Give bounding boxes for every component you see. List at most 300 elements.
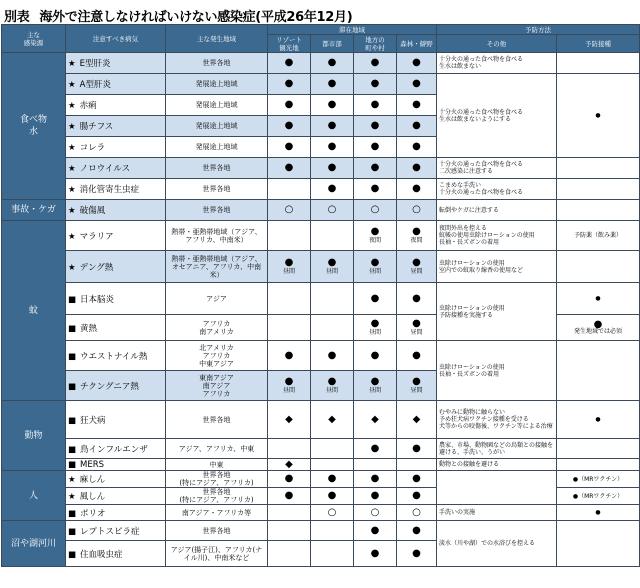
risk-mark: ◆ <box>285 413 293 425</box>
stay-city-cell <box>311 200 354 221</box>
risk-mark: ● <box>284 99 294 110</box>
stay-resort-cell <box>268 315 311 341</box>
region-cell: 世界各地 <box>166 53 268 74</box>
table-row <box>2 521 640 541</box>
risk-mark: ◆ <box>285 458 293 470</box>
disease-cell <box>66 200 166 221</box>
disease-mark: ■ <box>68 294 77 305</box>
stay-forest-cell <box>397 505 437 521</box>
time-label: 昼間 <box>325 387 338 394</box>
stay-rural-cell <box>354 200 397 221</box>
stay-resort-cell <box>268 283 311 315</box>
disease-name: MERS <box>80 459 105 470</box>
disease-cell <box>66 158 166 179</box>
risk-mark: ◆ <box>371 413 379 425</box>
stay-city-cell <box>311 74 354 95</box>
risk-mark: ● <box>412 524 421 536</box>
risk-mark: ● <box>412 78 421 89</box>
header-stay-forest: 森林・僻野 <box>397 35 437 53</box>
stay-forest-cell <box>397 401 437 439</box>
disease-name: レプトスピラ症 <box>80 526 140 537</box>
prevention-other-cell: 農家、市場、動物園などの鳥類との接触を避ける、手洗い、うがい <box>437 439 557 459</box>
stay-resort-cell <box>268 371 311 401</box>
risk-mark: ● <box>412 292 421 304</box>
stay-city-cell <box>311 53 354 74</box>
table-row <box>2 459 640 471</box>
stay-rural-cell <box>354 74 397 95</box>
risk-mark: ● <box>327 99 337 110</box>
disease-mark: ■ <box>68 549 77 560</box>
region-cell: アジア(揚子江)、アフリカ(ナイル川)、中南米など <box>166 541 268 567</box>
risk-mark: ● <box>284 473 294 484</box>
table-row <box>2 341 640 371</box>
region-cell: 中東 <box>166 459 268 471</box>
disease-mark: ■ <box>68 444 77 455</box>
risk-mark: ● <box>412 442 421 454</box>
risk-mark: ○ <box>412 204 421 215</box>
disease-mark: ■ <box>68 323 77 334</box>
prevention-other-cell: 十分火の通った食べ物を食べる 生水は飲まないようにする <box>437 74 557 158</box>
vaccine-note: 発生地域では必須 <box>573 327 622 335</box>
stay-resort-cell <box>268 471 311 488</box>
risk-mark: ● <box>412 318 421 329</box>
stay-city-cell <box>311 521 354 541</box>
disease-mark: ■ <box>68 351 77 362</box>
risk-mark: ● <box>412 183 421 194</box>
disease-mark: ★ <box>68 206 76 216</box>
stay-city-cell <box>311 541 354 567</box>
risk-mark: ◆ <box>328 413 336 425</box>
risk-mark: ● <box>327 57 337 68</box>
risk-mark: ● <box>327 376 337 387</box>
vaccine-cell <box>557 53 640 74</box>
vaccine-cell <box>557 521 640 567</box>
disease-name: 腸チフス <box>79 122 114 132</box>
disease-cell <box>66 439 166 459</box>
vaccine-cell <box>557 158 640 179</box>
prevention-other-cell: 虫除けローションの使用 室内での蚊取り線香の使用など <box>437 251 557 283</box>
disease-name: コレラ <box>79 143 106 153</box>
disease-mark: ■ <box>68 415 77 426</box>
risk-mark: ● <box>412 99 421 110</box>
region-cell: 東南アジア 南アジア アフリカ <box>166 371 268 401</box>
disease-name: 破傷風 <box>79 206 106 216</box>
header-source: 主な 感染源 <box>2 25 66 53</box>
stay-rural-cell <box>354 221 397 251</box>
vaccine-cell <box>557 341 640 401</box>
stay-city-cell <box>311 158 354 179</box>
region-cell: 発展途上地域 <box>166 74 268 95</box>
stay-forest-cell <box>397 488 437 505</box>
time-label: 昼間 <box>282 268 295 275</box>
source-injury: 事故・ケガ <box>2 200 66 221</box>
stay-rural-cell <box>354 371 397 401</box>
table-row <box>2 221 640 251</box>
stay-forest-cell <box>397 371 437 401</box>
disease-mark: ★ <box>68 122 76 132</box>
disease-cell <box>66 371 166 401</box>
prevention-other-cell: 十分火の通った食べ物を食べる 二次感染に注意する <box>437 158 557 179</box>
risk-mark: ● <box>412 349 421 361</box>
disease-mark: ★ <box>68 59 76 69</box>
risk-mark: ● <box>370 490 380 501</box>
header-disease: 注意すべき病気 <box>66 25 166 53</box>
stay-city-cell <box>311 283 354 315</box>
risk-mark: ● <box>370 99 380 110</box>
stay-resort-cell <box>268 459 311 471</box>
stay-forest-cell <box>397 315 437 341</box>
prevention-other-cell: 十分火の通った食べ物を食べる 生水は飲まない <box>437 53 557 74</box>
table-row <box>2 74 640 95</box>
stay-rural-cell <box>354 53 397 74</box>
risk-mark: ● <box>284 349 294 361</box>
stay-rural-cell <box>354 283 397 315</box>
risk-mark: ● <box>412 120 421 131</box>
disease-cell <box>66 179 166 200</box>
disease-cell <box>66 251 166 283</box>
header-stay-resort: リゾート 観光地 <box>268 35 311 53</box>
disease-cell <box>66 488 166 505</box>
risk-mark: ◆ <box>412 413 421 425</box>
stay-resort-cell <box>268 341 311 371</box>
region-cell: 世界各地 <box>166 401 268 439</box>
risk-mark: ● <box>284 120 294 131</box>
vaccine-cell <box>557 251 640 283</box>
disease-name: 消化管寄生虫症 <box>79 185 140 195</box>
prevention-other-cell: 夜間外出を控える 蚊帳の使用虫除けローションの使用 長袖・長ズボンの着用 <box>437 221 557 251</box>
stay-rural-cell <box>354 179 397 200</box>
disease-cell <box>66 505 166 521</box>
time-label: 昼間 <box>282 387 295 394</box>
header-region: 主な発生地域 <box>166 25 268 53</box>
prevention-other-cell: 虫除けローションの使用 予防接種を実施する <box>437 283 557 341</box>
stay-resort-cell <box>268 521 311 541</box>
source-mosquito: 蚊 <box>2 221 66 401</box>
stay-rural-cell <box>354 541 397 567</box>
table-row <box>2 200 640 221</box>
stay-forest-cell <box>397 459 437 471</box>
risk-mark: ● <box>412 547 421 559</box>
risk-mark: ● <box>284 376 294 387</box>
stay-resort-cell <box>268 251 311 283</box>
risk-mark: ● <box>370 442 380 454</box>
prevention-other-cell: むやみに動物に触らない 予め狂犬病ワクチン接種を受ける 犬等からの咬傷後、ワクチン等による治療 <box>437 401 557 439</box>
table-row <box>2 505 640 521</box>
risk-mark: ○ <box>370 506 380 518</box>
disease-cell <box>66 221 166 251</box>
stay-city-cell <box>311 95 354 116</box>
header-stay-city: 都市部 <box>311 35 354 53</box>
stay-forest-cell <box>397 221 437 251</box>
region-cell: アジア、アフリカ、中東 <box>166 439 268 459</box>
risk-mark: ● <box>370 183 380 194</box>
stay-resort-cell <box>268 401 311 439</box>
time-label: 昼間 <box>368 387 381 394</box>
risk-mark: ○ <box>327 506 337 518</box>
risk-mark: ● <box>370 141 380 152</box>
time-label: 昼間 <box>410 268 423 275</box>
risk-mark: ○ <box>412 506 421 518</box>
disease-mark: ★ <box>68 164 76 174</box>
risk-mark: ● <box>284 78 294 89</box>
risk-mark: ● <box>412 473 421 484</box>
risk-mark: ● <box>370 376 380 387</box>
stay-rural-cell <box>354 521 397 541</box>
risk-mark: ● <box>370 57 380 68</box>
stay-forest-cell <box>397 179 437 200</box>
disease-mark: ★ <box>68 262 76 273</box>
vaccine-cell: ●（MRワクチン） <box>557 488 640 505</box>
stay-city-cell <box>311 401 354 439</box>
risk-mark: ● <box>284 257 294 268</box>
stay-city-cell <box>311 505 354 521</box>
disease-mark: ★ <box>68 143 76 153</box>
vaccine-cell <box>557 315 640 341</box>
stay-resort-cell <box>268 221 311 251</box>
risk-mark: ● <box>370 162 380 173</box>
stay-forest-cell <box>397 521 437 541</box>
stay-forest-cell <box>397 200 437 221</box>
stay-city-cell <box>311 315 354 341</box>
risk-mark: ● <box>370 120 380 131</box>
region-cell: 世界各地 <box>166 200 268 221</box>
risk-mark: ● <box>370 292 380 304</box>
source-water: 沼や湖河川 <box>2 521 66 567</box>
table-row <box>2 251 640 283</box>
stay-forest-cell <box>397 439 437 459</box>
time-label: 昼間 <box>368 268 381 275</box>
stay-city-cell <box>311 341 354 371</box>
risk-mark: ● <box>327 162 337 173</box>
region-cell: 熱帯・亜熱帯地域（アジア、オセアニア、アフリカ、中南米） <box>166 251 268 283</box>
stay-city-cell <box>311 371 354 401</box>
table-row <box>2 401 640 439</box>
stay-resort-cell <box>268 137 311 158</box>
stay-city-cell <box>311 116 354 137</box>
disease-mark: ■ <box>68 526 77 537</box>
risk-mark: ● <box>412 141 421 152</box>
header-prevention: 予防方法 <box>437 25 640 35</box>
stay-rural-cell <box>354 341 397 371</box>
region-cell: 発展途上地域 <box>166 137 268 158</box>
prevention-other-cell: 動物との接触を避ける <box>437 459 557 471</box>
time-label: 昼間 <box>325 268 338 275</box>
disease-mark: ■ <box>68 381 77 392</box>
stay-city-cell <box>311 439 354 459</box>
stay-resort-cell <box>268 53 311 74</box>
disease-cell <box>66 471 166 488</box>
disease-cell <box>66 341 166 371</box>
disease-name: E型肝炎 <box>79 59 111 69</box>
header-stay-rural: 地方の 町や村 <box>354 35 397 53</box>
stay-rural-cell <box>354 116 397 137</box>
disease-name: 麻しん <box>79 475 106 485</box>
risk-mark: ○ <box>370 204 380 215</box>
region-cell: 北アメリカ アフリカ 中東アジア <box>166 341 268 371</box>
risk-mark: ● <box>370 473 380 484</box>
region-cell: 世界各地 (特にアジア、アフリカ) <box>166 488 268 505</box>
stay-rural-cell <box>354 158 397 179</box>
stay-city-cell <box>311 471 354 488</box>
disease-cell <box>66 116 166 137</box>
risk-mark: ● <box>327 141 337 152</box>
disease-cell <box>66 401 166 439</box>
disease-mark: ★ <box>68 492 76 502</box>
disease-name: 風しん <box>79 492 106 502</box>
risk-mark: ○ <box>327 204 337 215</box>
region-cell: 世界各地 (特にアジア、アフリカ) <box>166 471 268 488</box>
title-label: 別表 <box>4 10 30 25</box>
disease-name: マラリア <box>79 231 114 242</box>
region-cell: 世界各地 <box>166 521 268 541</box>
stay-city-cell <box>311 137 354 158</box>
disease-name: 住血吸虫症 <box>80 549 123 560</box>
risk-mark: ● <box>327 183 337 194</box>
disease-cell <box>66 541 166 567</box>
region-cell: 発展途上地域 <box>166 95 268 116</box>
stay-rural-cell <box>354 439 397 459</box>
region-cell: 世界各地 <box>166 158 268 179</box>
disease-name: ノロウイルス <box>79 164 131 174</box>
stay-forest-cell <box>397 137 437 158</box>
stay-forest-cell <box>397 251 437 283</box>
stay-city-cell <box>311 179 354 200</box>
prevention-other-cell: 転倒やケガに注意する <box>437 200 557 221</box>
disease-name: 赤痢 <box>79 101 97 111</box>
stay-rural-cell <box>354 459 397 471</box>
table-row <box>2 439 640 459</box>
risk-mark: ● <box>327 473 337 484</box>
vaccine-cell: ● <box>557 505 640 521</box>
vaccine-mark: ● <box>593 318 603 330</box>
risk-mark: ● <box>370 318 380 329</box>
disease-cell <box>66 521 166 541</box>
risk-mark: ● <box>327 257 337 268</box>
stay-forest-cell <box>397 53 437 74</box>
stay-resort-cell <box>268 116 311 137</box>
table-row <box>2 283 640 315</box>
stay-city-cell <box>311 221 354 251</box>
page-title <box>4 6 352 25</box>
stay-rural-cell <box>354 137 397 158</box>
stay-resort-cell <box>268 439 311 459</box>
disease-name: 黄熱 <box>80 323 98 334</box>
source-human: 人 <box>2 471 66 521</box>
risk-mark: ● <box>327 349 337 361</box>
risk-mark: ● <box>412 257 421 268</box>
time-label: 夜間 <box>368 237 381 244</box>
stay-forest-cell <box>397 116 437 137</box>
disease-name: チクングニア熱 <box>80 381 139 392</box>
vaccine-cell: ●（MRワクチン） <box>557 471 640 488</box>
stay-forest-cell <box>397 471 437 488</box>
stay-rural-cell <box>354 95 397 116</box>
infection-table <box>1 24 640 567</box>
region-cell: 発展途上地域 <box>166 116 268 137</box>
disease-name: ポリオ <box>80 508 106 519</box>
vaccine-cell: ● <box>557 401 640 439</box>
risk-mark: ● <box>370 78 380 89</box>
stay-rural-cell <box>354 401 397 439</box>
stay-rural-cell <box>354 471 397 488</box>
disease-mark: ★ <box>68 185 76 195</box>
prevention-other-cell: 手洗いの実施 <box>437 505 557 521</box>
disease-mark: ■ <box>68 508 77 519</box>
stay-resort-cell <box>268 488 311 505</box>
stay-resort-cell <box>268 505 311 521</box>
vaccine-cell <box>557 179 640 200</box>
table-row <box>2 53 640 74</box>
disease-name: 鳥インフルエンザ <box>80 444 148 455</box>
stay-resort-cell <box>268 158 311 179</box>
disease-cell <box>66 95 166 116</box>
stay-forest-cell <box>397 541 437 567</box>
header-stay: 滞在地域 <box>268 25 437 35</box>
risk-mark: ● <box>327 490 337 501</box>
risk-mark: ● <box>284 162 294 173</box>
stay-forest-cell <box>397 341 437 371</box>
vaccine-cell: ● <box>557 283 640 315</box>
prevention-other-cell <box>437 471 557 505</box>
disease-cell <box>66 53 166 74</box>
stay-resort-cell <box>268 95 311 116</box>
risk-mark: ● <box>370 524 380 536</box>
stay-forest-cell <box>397 283 437 315</box>
region-cell: 南アジア・アフリカ等 <box>166 505 268 521</box>
region-cell: アフリカ 南アメリカ <box>166 315 268 341</box>
stay-rural-cell <box>354 315 397 341</box>
region-cell: アジア <box>166 283 268 315</box>
risk-mark: ● <box>327 120 337 131</box>
stay-rural-cell <box>354 488 397 505</box>
source-food: 食べ物 水 <box>2 53 66 200</box>
vaccine-cell: 予防薬（飲み薬） <box>557 221 640 251</box>
disease-name: ウエストナイル熱 <box>80 351 148 362</box>
risk-mark: ● <box>412 226 421 237</box>
risk-mark: ● <box>412 376 421 387</box>
time-label: 昼間 <box>410 387 423 394</box>
stay-forest-cell <box>397 74 437 95</box>
region-cell: 熱帯・亜熱帯地域（アジア、アフリカ、中南米） <box>166 221 268 251</box>
prevention-other-cell: 淡水（川や湖）での水浴びを控える <box>437 521 557 567</box>
stay-city-cell <box>311 459 354 471</box>
disease-name: 狂犬病 <box>80 415 106 426</box>
disease-cell <box>66 283 166 315</box>
table-row <box>2 158 640 179</box>
risk-mark: ● <box>284 490 294 501</box>
table-row <box>2 179 640 200</box>
disease-name: 日本脳炎 <box>80 294 115 305</box>
risk-mark: ● <box>412 490 421 501</box>
disease-cell <box>66 315 166 341</box>
stay-resort-cell <box>268 200 311 221</box>
title-main: 海外で注意しなければいけない感染症(平成26年12月) <box>39 10 353 25</box>
stay-city-cell <box>311 488 354 505</box>
risk-mark: ● <box>284 57 294 68</box>
risk-mark: ● <box>412 57 421 68</box>
disease-name: デング熱 <box>79 262 114 273</box>
disease-cell <box>66 459 166 471</box>
region-cell: 世界各地 <box>166 179 268 200</box>
time-label: 昼間 <box>368 329 381 336</box>
risk-mark: ● <box>370 226 380 237</box>
risk-mark: ● <box>412 162 421 173</box>
time-label: 夜間 <box>410 237 423 244</box>
stay-resort-cell <box>268 541 311 567</box>
time-label: 昼間 <box>410 329 423 336</box>
stay-resort-cell <box>268 179 311 200</box>
risk-mark: ● <box>284 141 294 152</box>
